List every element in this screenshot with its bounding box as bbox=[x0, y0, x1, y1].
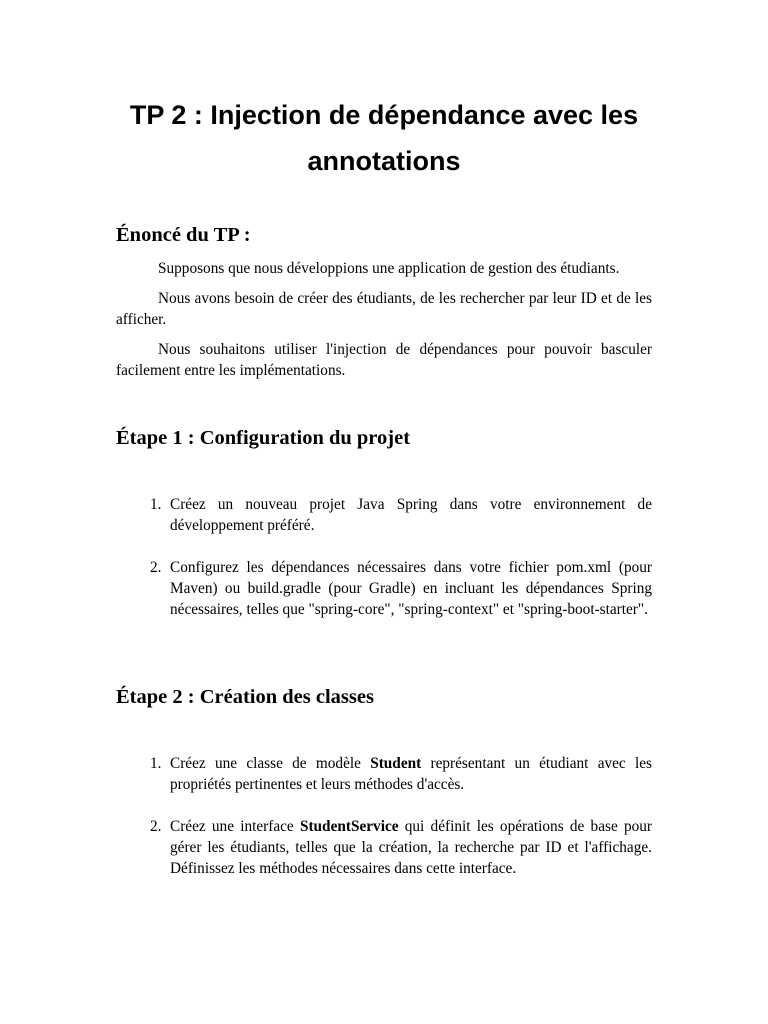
list-item bbox=[150, 816, 652, 879]
list-item bbox=[150, 753, 652, 795]
list-item-text: Créez un nouveau projet Java Spring dans votre environnement de développement préféré. bbox=[170, 496, 652, 534]
list-item bbox=[150, 494, 652, 536]
list-item-number: 1. bbox=[150, 496, 162, 513]
list-item-text: Configurez les dépendances nécessaires dans votre fichier pom.xml (pour Maven) ou build.gradle (pour Gradle) en incluant les dépendances Spring nécessaires, telles que "spring-core", "spring-context" et "spring-boot-starter". bbox=[170, 559, 652, 618]
text-run: qui définit les opérations de base pour gérer les étudiants, telles que la création, la recherche par ID et l'affichage. Définissez les méthodes nécessaires dans cette interface. bbox=[170, 818, 653, 877]
class-name-student: Student bbox=[370, 755, 422, 772]
list-item-text bbox=[170, 753, 652, 795]
paragraph: Nous souhaitons utiliser l'injection de dépendances pour pouvoir basculer facilement entre les implémentations. bbox=[116, 341, 652, 379]
class-name-student-service: StudentService bbox=[299, 818, 399, 835]
text-run: Créez une classe de modèle bbox=[170, 755, 371, 772]
list-item-text bbox=[170, 816, 652, 879]
paragraph: Supposons que nous développions une application de gestion des étudiants. bbox=[158, 260, 620, 277]
page-title: TP 2 : Injection de dépendance avec les annotations bbox=[129, 100, 639, 176]
paragraph: Nous avons besoin de créer des étudiants, de les rechercher par leur ID et de les afficher. bbox=[116, 290, 652, 328]
document-page bbox=[116, 0, 652, 1024]
list-item bbox=[150, 557, 652, 620]
list-item-number: 2. bbox=[150, 559, 162, 576]
section-heading-enonce: Énoncé du TP : bbox=[116, 224, 251, 246]
section-heading-etape-2: Étape 2 : Création des classes bbox=[116, 686, 374, 708]
text-run: représentant un étudiant avec les propriétés pertinentes et leurs méthodes d'accès. bbox=[170, 755, 653, 793]
section-heading-etape-1: Étape 1 : Configuration du projet bbox=[116, 427, 411, 449]
list-item-number: 2. bbox=[150, 818, 162, 835]
list-item-number: 1. bbox=[150, 755, 162, 772]
text-run: Créez une interface bbox=[170, 818, 300, 835]
